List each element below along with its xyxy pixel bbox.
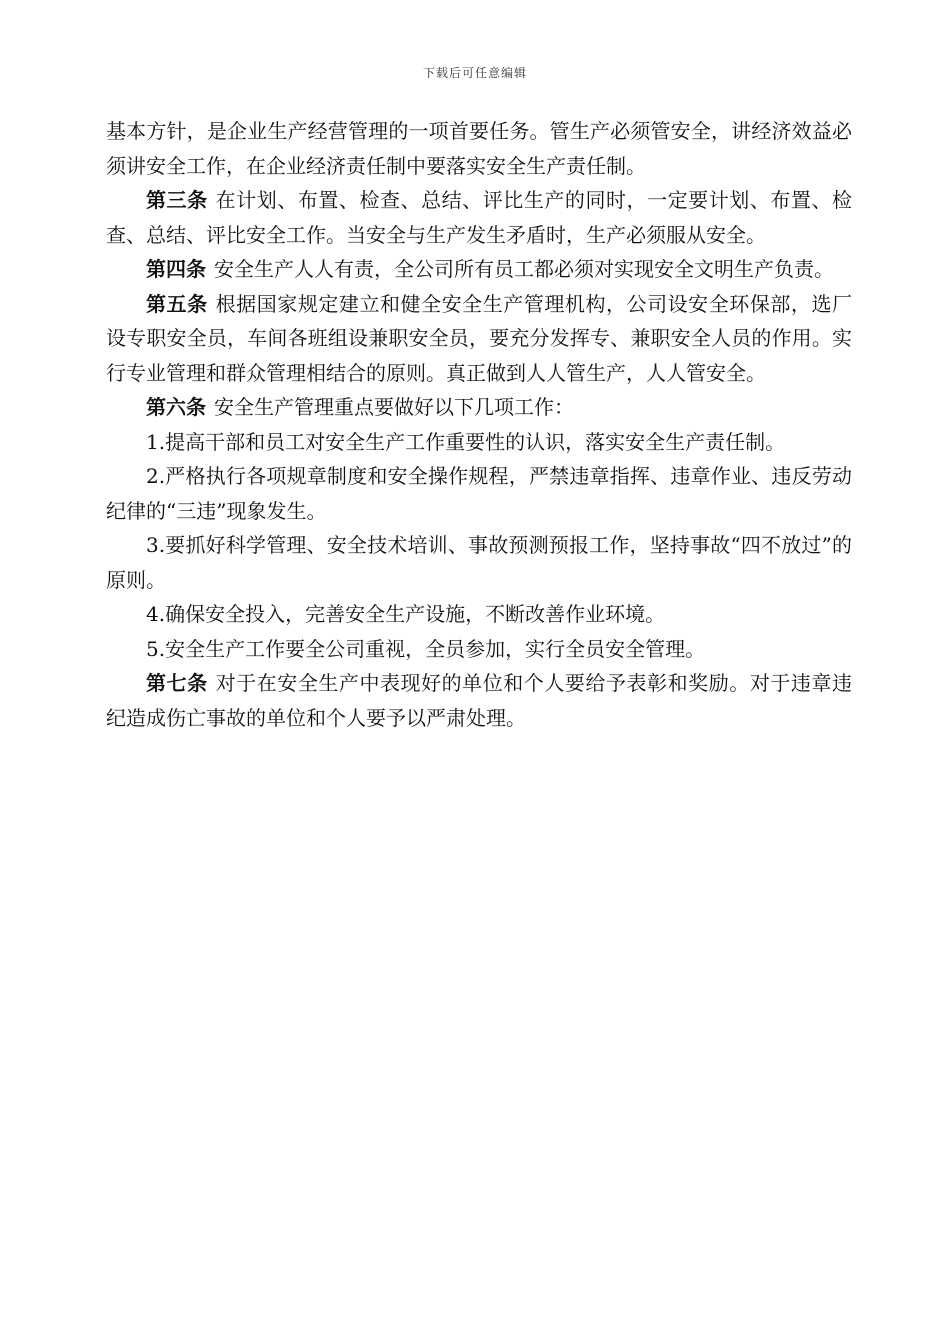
article-label: 第七条: [146, 671, 208, 695]
article-label: 第六条: [146, 395, 206, 419]
list-item: [106, 632, 852, 667]
article-text: 对于在安全生产中表现好的单位和个人要给予表彰和奖励。对于违章违纪造成伤亡事故的单位和个人要予以严肃处理。: [106, 671, 853, 730]
list-item-text: 2.严格执行各项规章制度和安全操作规程，严禁违章指挥、违章作业、违反劳动纪律的“三违”现象发生。: [106, 464, 852, 523]
paragraph-text: 基本方针，是企业生产经营管理的一项首要任务。管生产必须管安全，讲经济效益必须讲安全工作，在企业经济责任制中要落实安全生产责任制。: [106, 119, 852, 178]
article-6: [106, 390, 852, 425]
list-item-text: 4.确保安全投入，完善安全生产设施，不断改善作业环境。: [146, 602, 666, 626]
article-text: 根据国家规定建立和健全安全生产管理机构，公司设安全环保部，选厂设专职安全员，车间各班组设兼职安全员，要充分发挥专、兼职安全人员的作用。实行专业管理和群众管理相结合的原则。真正做到人人管生产，人人管安全。: [106, 291, 853, 385]
list-item-text: 5.安全生产工作要全公司重视，全员参加，实行全员安全管理。: [146, 636, 706, 661]
page-header-note: 下载后可任意编辑: [422, 66, 527, 80]
paragraph-continuation: [106, 114, 852, 183]
list-item: [106, 425, 852, 460]
document-body: [106, 114, 852, 735]
article-text: 安全生产人人有责，全公司所有员工都必须对实现安全文明生产负责。: [214, 257, 834, 281]
article-7: [106, 666, 852, 735]
article-label: 第三条: [146, 188, 208, 212]
article-5: [106, 287, 852, 391]
list-item: [106, 597, 852, 632]
article-4: [106, 252, 852, 287]
article-text: 在计划、布置、检查、总结、评比生产的同时，一定要计划、布置、检查、总结、评比安全工作。当安全与生产发生矛盾时，生产必须服从安全。: [106, 188, 853, 247]
article-label: 第五条: [146, 291, 208, 316]
list-item-text: 3.要抓好科学管理、安全技术培训、事故预测预报工作，坚持事故“四不放过”的原则。: [106, 533, 852, 592]
list-item: [106, 528, 852, 597]
article-label: 第四条: [146, 257, 206, 281]
article-3: [106, 183, 852, 252]
article-text: 安全生产管理重点要做好以下几项工作：: [214, 395, 574, 419]
list-item-text: 1.提高干部和员工对安全生产工作重要性的认识，落实安全生产责任制。: [146, 429, 786, 454]
list-item: [106, 459, 852, 528]
